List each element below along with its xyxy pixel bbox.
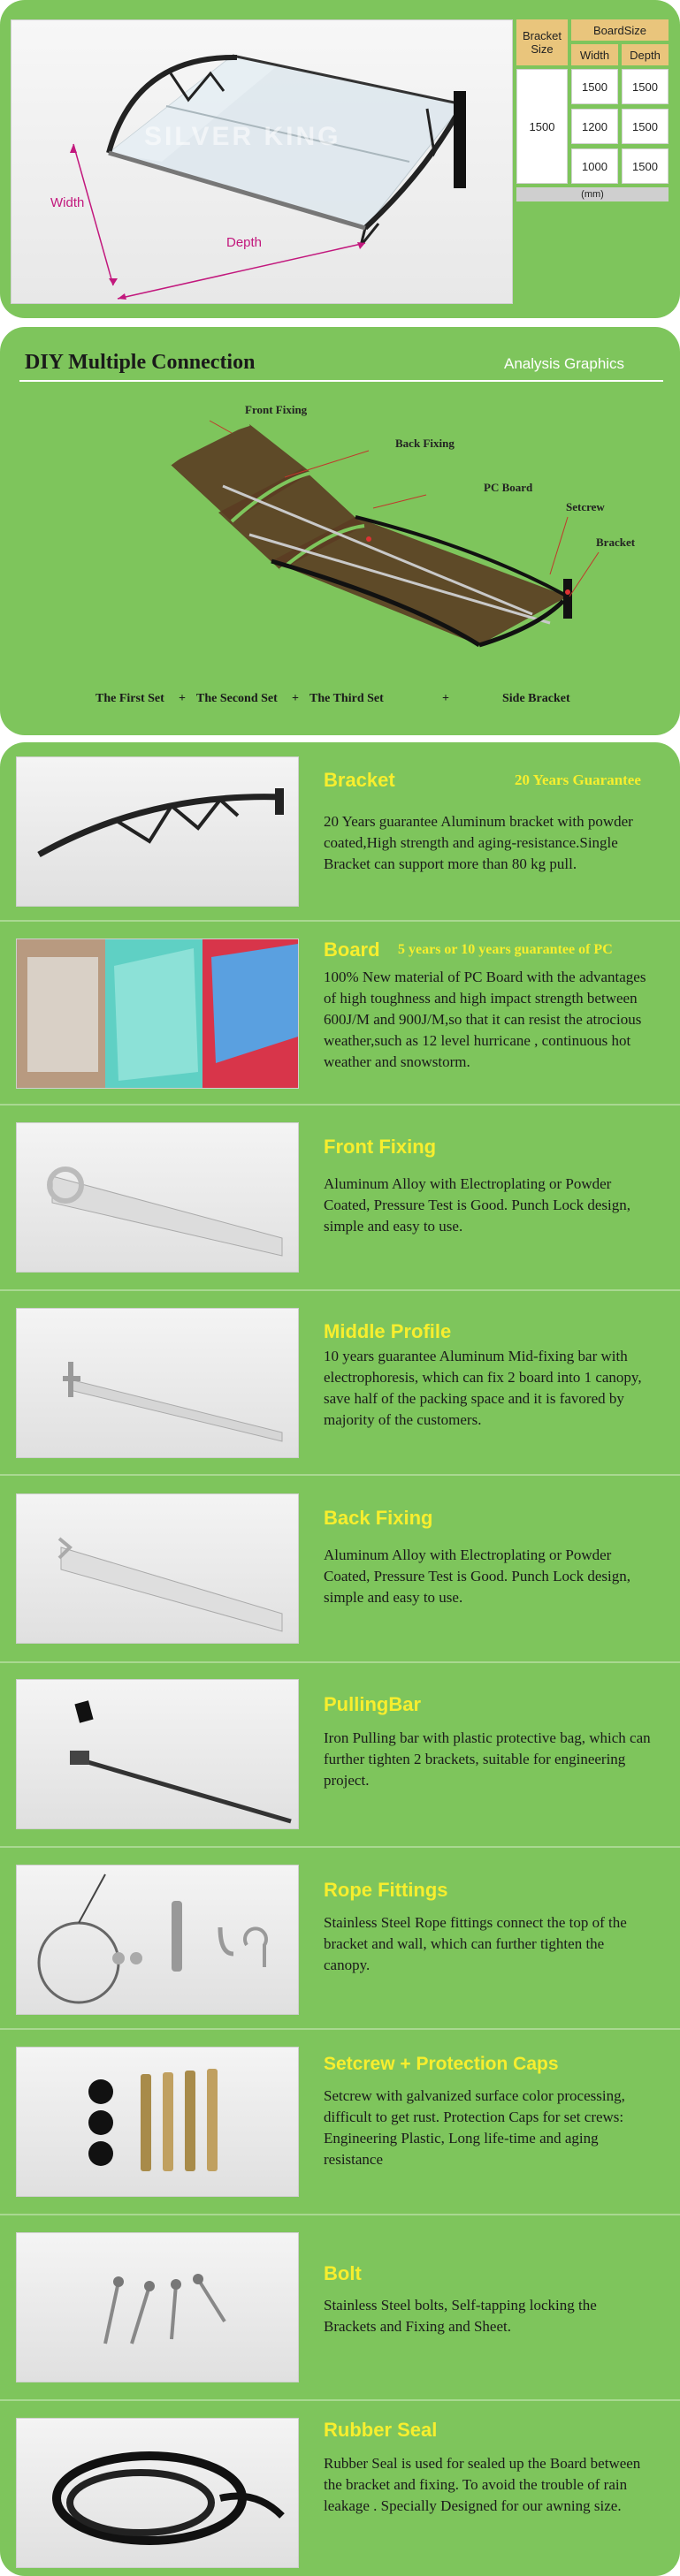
setcrew-caps-image (16, 2047, 299, 2197)
feature-title: PullingBar (324, 1693, 422, 1715)
diy-subtitle: Analysis Graphics (504, 355, 625, 372)
callout-front-fixing: Front Fixing (245, 403, 308, 416)
feature-description: Rubber Seal is used for sealed up the Board between the bracket and fixing. To avoid the trouble of rain leakage . Specially Designed for our awning size. (324, 2455, 641, 2514)
brand-watermark: SILVER KING (144, 122, 341, 151)
unit-label: (mm) (516, 187, 669, 201)
feature-description: Setcrew with galvanized surface color processing, difficult to get rust. Protection Caps for set crews: Engineering Plastic, Long life-time and aging resistance (324, 2087, 625, 2168)
feature-note: 20 Years Guarantee (515, 771, 641, 788)
width-cell: 1500 (571, 69, 618, 104)
first-set-label: The First Set (96, 692, 164, 705)
third-set-label: The Third Set (309, 692, 384, 705)
plus-sign: + (292, 692, 299, 705)
feature-description: 10 years guarantee Aluminum Mid-fixing bar with electrophoresis, which can fix 2 board into 1 canopy, save half of the packing space and it is favored by majority of the customers. (324, 1348, 642, 1428)
row-divider (0, 2214, 680, 2215)
multi-connection-diagram (19, 389, 663, 698)
row-divider (0, 920, 680, 922)
feature-description: Aluminum Alloy with Electroplating or Powder Coated, Pressure Test is Good. Punch Lock design, simple and easy to use. (324, 1546, 630, 1606)
plus-sign: + (179, 692, 186, 705)
callout-pc-board: PC Board (484, 481, 533, 494)
feature-description: Stainless Steel Rope fittings connect the top of the bracket and wall, which can further tighten the canopy. (324, 1914, 627, 1973)
side-bracket-label: Side Bracket (502, 692, 570, 705)
depth-header: Depth (622, 44, 669, 65)
bracket-image (16, 756, 299, 907)
row-divider (0, 1661, 680, 1663)
bracket-size-value: 1500 (516, 69, 568, 184)
bracket-size-header: Bracket Size (516, 19, 568, 65)
middle-profile-image (16, 1308, 299, 1458)
depth-cell: 1500 (622, 69, 669, 104)
rubber-seal-image (16, 2418, 299, 2568)
row-divider (0, 1846, 680, 1848)
depth-cell: 1500 (622, 148, 669, 184)
second-set-label: The Second Set (196, 692, 278, 705)
feature-title: Middle Profile (324, 1320, 452, 1342)
row-divider (0, 1474, 680, 1476)
feature-title: Back Fixing (324, 1507, 433, 1529)
front-fixing-image (16, 1122, 299, 1273)
feature-description: 20 Years guarantee Aluminum bracket with powder coated,High strength and aging-resistance.Single Bracket can support more than 80 kg pull. (324, 813, 633, 872)
callout-setcrew: Setcrew (566, 500, 605, 513)
feature-title: Setcrew + Protection Caps (324, 2054, 559, 2074)
rope-fittings-image (16, 1865, 299, 2015)
row-divider (0, 2028, 680, 2030)
callout-bracket: Bracket (596, 536, 636, 549)
width-header: Width (571, 44, 618, 65)
width-dimension-label: Width (50, 195, 85, 210)
awning-illustration (11, 20, 512, 303)
feature-title: Rubber Seal (324, 2419, 438, 2441)
awning-panels (170, 424, 572, 645)
feature-title: Board (324, 938, 380, 961)
row-divider (0, 1289, 680, 1291)
depth-dimension-label: Depth (226, 235, 263, 250)
feature-description: Iron Pulling bar with plastic protective bag, which can further tighten 2 brackets, suitable for engineering project. (324, 1729, 651, 1789)
feature-description: Aluminum Alloy with Electroplating or Powder Coated, Pressure Test is Good. Punch Lock design, simple and easy to use. (324, 1175, 630, 1235)
bolt-image (16, 2232, 299, 2382)
feature-description: Stainless Steel bolts, Self-tapping locking the Brackets and Fixing and Sheet. (324, 2297, 597, 2335)
feature-title: Front Fixing (324, 1136, 437, 1158)
row-divider (0, 1104, 680, 1106)
callout-back-fixing: Back Fixing (395, 437, 455, 450)
width-cell: 1200 (571, 109, 618, 144)
width-cell: 1000 (571, 148, 618, 184)
plus-sign: + (442, 692, 449, 705)
board-size-header: BoardSize (571, 19, 669, 41)
board-image (16, 938, 299, 1089)
diy-title: DIY Multiple Connection (25, 351, 256, 374)
awning-hero-image (11, 19, 513, 304)
feature-description: 100% New material of PC Board with the advantages of high toughness and high impact strength between 600J/M and 900J/M,so that it can resist the atrocious weather,such as 12 level hurricane , continuous hot weather and snowstorm. (324, 969, 646, 1070)
row-divider (0, 2399, 680, 2401)
depth-cell: 1500 (622, 109, 669, 144)
diy-divider (19, 380, 663, 382)
feature-title: Bolt (324, 2262, 362, 2284)
feature-title: Rope Fittings (324, 1879, 448, 1901)
pulling-bar-image (16, 1679, 299, 1829)
back-fixing-image (16, 1493, 299, 1644)
feature-note: 5 years or 10 years guarantee of PC (398, 942, 613, 957)
feature-title: Bracket (324, 769, 395, 791)
